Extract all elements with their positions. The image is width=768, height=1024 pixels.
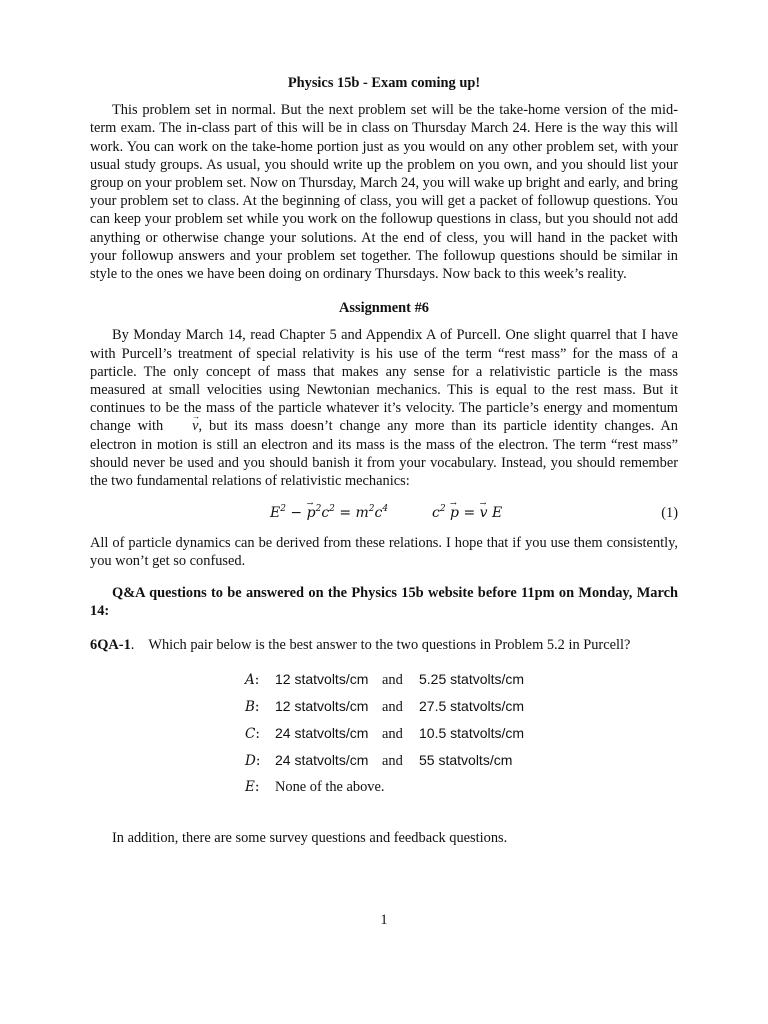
document-page: [90, 74, 678, 847]
question-6qa-1: 6QA-1. Which pair below is the best answer to the two questions in Problem 5.2 in Purcell?: [90, 637, 631, 654]
choice-value-2: 5.25 statvolts/cm: [419, 671, 525, 688]
choice-letter: B:: [245, 699, 260, 716]
choice-value-2: 27.5 statvolts/cm: [419, 698, 525, 715]
answer-choices: [245, 670, 678, 805]
page-title: Physics 15b - Exam coming up!: [287, 75, 481, 91]
assignment-title: Assignment #6: [339, 300, 429, 317]
choice-value-1: 12 statvolts/cm: [275, 671, 369, 688]
choice-conjunction: and: [382, 753, 403, 770]
choice-a: [245, 670, 678, 697]
choice-d: [245, 751, 678, 778]
choice-conjunction: and: [382, 699, 403, 716]
choice-conjunction: and: [382, 672, 403, 689]
choice-letter: A:: [245, 672, 260, 689]
choice-letter: E:: [245, 779, 260, 796]
question-number: 6QA-1: [90, 637, 131, 654]
choice-value-1: 12 statvolts/cm: [275, 698, 369, 715]
assignment-paragraph: [90, 326, 678, 490]
choice-letter: C:: [245, 726, 260, 743]
page-number: 1: [380, 912, 388, 928]
choice-value-1: 24 statvolts/cm: [275, 752, 369, 769]
question-text: Which pair below is the best answer to the two questions in Problem 5.2 in Purcell?: [148, 637, 631, 654]
relativity-equations: [90, 502, 678, 524]
energy-momentum-relation: $E^2$ − → $p^2c^2 = m^2c^4$: [270, 504, 388, 522]
choice-letter: D:: [245, 753, 261, 770]
velocity-vector-symbol: → v: [170, 417, 198, 435]
choice-value-2: 55 statvolts/cm: [419, 752, 513, 769]
closing-paragraph: In addition, there are some survey questions and feedback questions.: [112, 830, 508, 847]
choice-e: [245, 778, 678, 805]
assignment-paragraph-part1: By Monday March 14, read Chapter 5 and Appendix A of Purcell. One slight quarrel that I have with Purcell’s treatment of special relativity is his use of the term “rest mass” for the mass of a particle. The only concept of mass that makes any sense for a relativistic particle is the mass measured at small velocities using Newtonian mechanics. This is equal to the rest mass. But it continues to be the mass of the particle whatever it’s velocity. The particle’s energy and momentum change with: [90, 327, 678, 435]
choice-b: [245, 697, 678, 724]
qa-heading: Q&A questions to be answered on the Physics 15b website before 11pm on Monday, March 14:: [90, 584, 678, 619]
intro-paragraph: This problem set in normal. But the next problem set will be the take-home version of the mid-term exam. The in-class part of this will be in class on Thursday March 24. Here is the way this will work. You can work on the take-home portion just as you would on any other problem set, with your usual study groups. As usual, you should write up the problem on you own, and you should list your group on your problem set. Now on Thursday, March 24, you will wake up bright and early, and bring your problem set to class. At the beginning of class, you will get a packet of followup questions. You can keep your problem set while you work on the followup questions in class, but you should not add anything or otherwise change your solutions. At the end of cless, you will hand in the packet with your followup answers and your problem set together. The followup questions should be similar in style to the ones we have been doing on ordinary Thursdays. Now back to this week’s reality.: [90, 102, 678, 283]
choice-text: None of the above.: [275, 779, 385, 796]
momentum-velocity-relation: $c^2 \to p$ = → v E: [432, 504, 502, 522]
choice-value-1: 24 statvolts/cm: [275, 725, 369, 742]
dynamics-paragraph: All of particle dynamics can be derived from these relations. I hope that if you use them consistently, you won’t get so confused.: [90, 535, 678, 570]
choice-c: [245, 724, 678, 751]
choice-value-2: 10.5 statvolts/cm: [419, 725, 525, 742]
assignment-paragraph-part2: , but its mass doesn’t change any more than its particle identity changes. An electron in motion is still an electron and its mass is the mass of the electron. The term “rest mass” should never be used and you should banish it from your vocabulary. Instead, you should remember the two fundamental relations of relativistic mechanics:: [90, 418, 678, 490]
choice-conjunction: and: [382, 726, 403, 743]
equation-number: (1): [661, 505, 678, 522]
